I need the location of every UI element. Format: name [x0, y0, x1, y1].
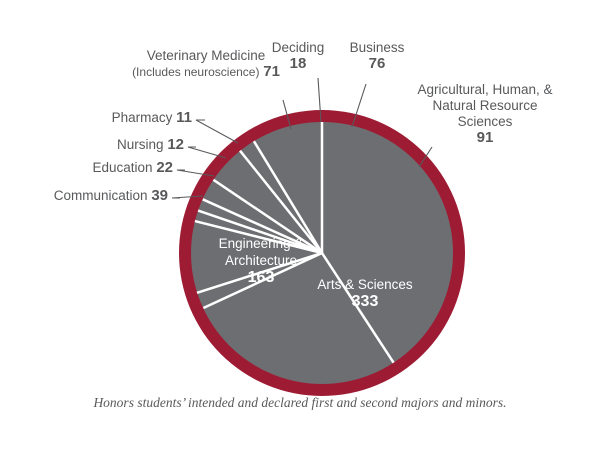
label-nursing: [20, 137, 184, 153]
label-pharmacy-name: Pharmacy: [111, 110, 173, 125]
chart-caption: Honors students’ intended and declared first and second majors and minors.: [93, 395, 507, 410]
label-veterinary-medicine-name: Veterinary Medicine: [146, 48, 266, 63]
label-education-name: Education: [92, 160, 153, 175]
label-communication-name: Communication: [53, 188, 148, 203]
label-business: [342, 40, 412, 72]
label-deciding: [268, 40, 328, 72]
label-agricultural: [390, 82, 580, 146]
label-veterinary-medicine-value: 71: [263, 63, 280, 80]
label-agricultural-name-1: Agricultural, Human, &: [417, 82, 553, 97]
label-engineering-name-2: Architecture: [224, 253, 298, 268]
label-agricultural-name-3: Sciences: [457, 114, 513, 129]
label-nursing-name: Nursing: [117, 137, 164, 152]
label-business-name: Business: [349, 40, 405, 55]
label-veterinary-medicine-sub: (Includes neuroscience): [132, 65, 260, 79]
label-deciding-value: 18: [289, 55, 307, 72]
label-education-value: 22: [156, 159, 173, 176]
label-pharmacy: [20, 110, 192, 126]
label-education: [14, 160, 173, 176]
label-engineering-name-1: Engineering &: [218, 236, 304, 251]
label-deciding-name: Deciding: [271, 40, 325, 55]
label-communication-value: 39: [151, 187, 168, 204]
label-arts-sciences: [300, 276, 430, 310]
label-arts-name: Arts & Sciences: [317, 277, 413, 292]
label-arts-value: 333: [351, 293, 379, 310]
label-pharmacy-value: 11: [176, 109, 192, 126]
label-communication: [8, 188, 168, 204]
label-business-value: 76: [368, 55, 386, 72]
label-nursing-value: 12: [167, 136, 184, 153]
label-engineering-value: 163: [247, 269, 275, 286]
label-agricultural-name-2: Natural Resource: [432, 98, 538, 113]
label-agricultural-value: 91: [476, 129, 494, 146]
